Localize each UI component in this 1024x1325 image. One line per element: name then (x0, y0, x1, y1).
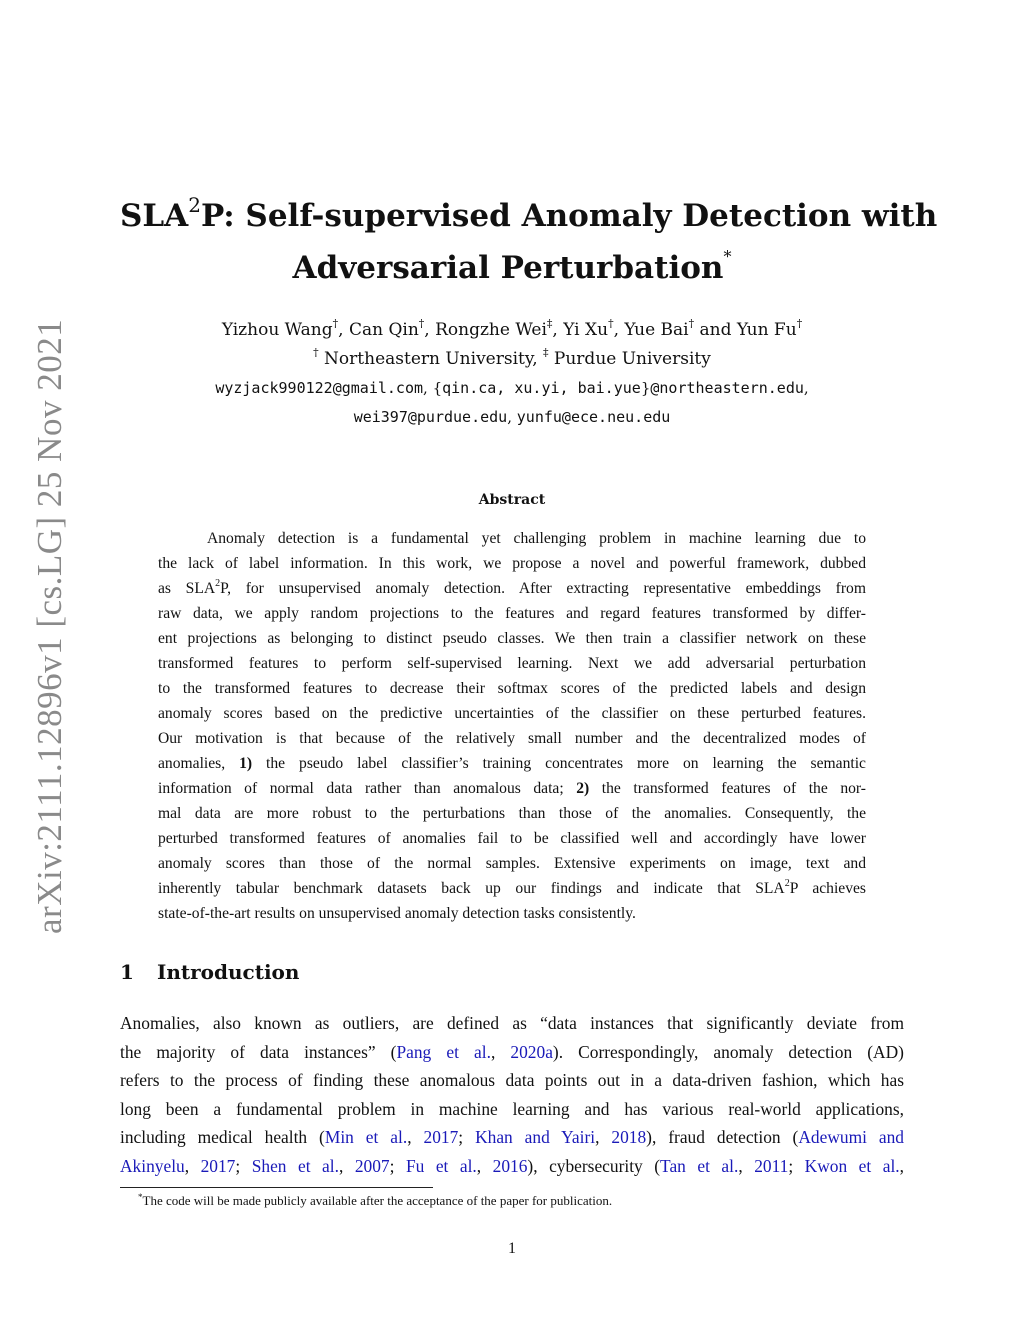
abstract-line (158, 776, 866, 801)
superscript: 2 (784, 878, 790, 889)
footnote-text: The code will be made publicly available after the acceptance of the paper for publication. (142, 1193, 613, 1208)
abstract-line (158, 751, 866, 776)
abstract-text: the transformed features of the nor- (589, 780, 866, 797)
citation-link[interactable]: Tan et al. (660, 1155, 739, 1176)
citation-link[interactable]: 2007 (354, 1155, 390, 1176)
author-sep: , (338, 320, 349, 340)
citation-link[interactable]: Kwon et al. (804, 1155, 900, 1176)
body-text: , (407, 1127, 424, 1148)
abstract-text: information of normal data rather than anomalous data; (158, 780, 577, 797)
abstract-line: state-of-the-art results on unsupervised anomaly detection tasks consistently. (158, 905, 636, 922)
abstract-line (158, 876, 866, 901)
author-name: Can Qin (348, 320, 419, 340)
author-name: Yue Bai (624, 320, 689, 340)
enum-marker: 2) (576, 780, 590, 797)
email-address[interactable]: yunfu@ece.neu.edu (516, 408, 671, 426)
body-line (120, 1123, 904, 1152)
title-line-1 (120, 190, 938, 242)
section-title: Introduction (157, 960, 300, 984)
abstract-text: inherently tabular benchmark datasets back up our findings and indicate that SLA (158, 880, 785, 897)
affiliations (120, 345, 904, 374)
author-name: Rongzhe Wei (435, 320, 547, 340)
author-list (120, 316, 904, 345)
citation-link[interactable]: 2011 (754, 1155, 789, 1176)
abstract-line: the lack of label information. In this work, we propose a novel and powerful framework, dubbed (158, 555, 866, 572)
email-line-1 (120, 374, 904, 403)
body-text: the majority of data instances” ( (120, 1041, 397, 1062)
body-text: ; (788, 1155, 805, 1176)
body-text: including medical health ( (120, 1127, 325, 1148)
author-block (120, 316, 904, 432)
author-mark: ‡ (546, 317, 553, 330)
abstract-line: Anomaly detection is a fundamental yet challenging problem in machine learning due to (207, 530, 866, 547)
affiliation-mark: † (313, 346, 319, 359)
citation-link[interactable]: Fu et al. (405, 1155, 477, 1176)
paper-title (120, 190, 938, 294)
citation-link[interactable]: Pang et al. (396, 1041, 491, 1062)
citation-link[interactable]: 2016 (492, 1155, 528, 1176)
body-text: , (490, 1041, 511, 1062)
email-address[interactable]: wei397@purdue.edu (353, 408, 508, 426)
body-line: long been a fundamental problem in machine learning and has various real-world applications, (120, 1098, 904, 1119)
abstract-line (158, 576, 866, 601)
page-number: 1 (508, 1240, 516, 1257)
author-sep: , (552, 320, 564, 340)
title-footnote-mark: * (723, 247, 732, 266)
author-mark: † (608, 317, 614, 330)
body-text: ; (458, 1127, 476, 1148)
section-number: 1 (120, 960, 134, 984)
abstract-line: transformed features to perform self-supervised learning. Next we add adversarial perturbation (158, 655, 866, 672)
email-address-group[interactable]: qin.ca, xu.yi, bai.yue (442, 379, 641, 397)
abstract-text: P achieves (789, 880, 866, 897)
author-sep: and (694, 320, 737, 340)
body-line (120, 1038, 904, 1067)
title-line-1-rest: P: Self-supervised Anomaly Detection with (200, 198, 938, 234)
title-line-2 (120, 242, 904, 294)
abstract-line: raw data, we apply random projections to the features and regard features transformed by differ- (158, 605, 866, 622)
citation-link[interactable]: Adewumi and (798, 1127, 904, 1148)
abstract-body (158, 526, 866, 926)
body-text: ), fraud detection ( (646, 1127, 799, 1148)
author-mark: † (332, 317, 339, 330)
abstract-heading: Abstract (478, 492, 546, 508)
superscript: 2 (215, 578, 221, 589)
title-line-2-text: Adversarial Perturbation (292, 250, 724, 286)
body-text: , (899, 1155, 904, 1176)
author-sep: , (613, 320, 625, 340)
email-sep: , (507, 408, 517, 426)
body-line: Anomalies, also known as outliers, are defined as “data instances that significantly deviate from (120, 1013, 904, 1033)
email-address[interactable]: wyzjack990122@gmail.com (215, 379, 424, 397)
affiliation-mark: ‡ (543, 346, 549, 359)
abstract-line: mal data are more robust to the perturbations than those of the anomalies. Consequently, the (158, 805, 866, 822)
footnote (138, 1192, 612, 1210)
title-superscript: 2 (188, 193, 201, 217)
citation-link[interactable]: 2020a (510, 1041, 553, 1062)
body-text: ), cybersecurity ( (527, 1155, 661, 1176)
author-mark: † (796, 317, 803, 330)
title-prefix: SLA (120, 198, 189, 234)
section-heading-introduction (120, 960, 299, 984)
body-text: ). Correspondingly, anomaly detection (AD) (552, 1041, 904, 1062)
body-text: ; (235, 1155, 252, 1176)
body-text: , (184, 1155, 201, 1176)
body-line: refers to the process of finding these anomalous data points out in a data-driven fashion, which has (120, 1070, 904, 1091)
citation-link[interactable]: 2018 (611, 1127, 647, 1148)
abstract-line: anomaly scores based on the predictive uncertainties of the classifier on these perturbed features. (158, 705, 866, 722)
enum-marker: 1) (239, 755, 253, 772)
affiliation-northeastern: Northeastern University, (324, 349, 538, 369)
citation-link[interactable]: Min et al. (324, 1127, 408, 1148)
abstract-line: ent projections as belonging to distinct pseudo classes. We then train a classifier network on these (158, 630, 866, 647)
email-line-2 (120, 403, 904, 432)
author-name: Yizhou Wang (221, 320, 333, 340)
author-mark: † (418, 317, 425, 330)
abstract-line: anomaly scores than those of the normal samples. Extensive experiments on image, text and (158, 855, 866, 872)
affiliation-purdue: Purdue University (553, 349, 711, 369)
arxiv-stamp: arXiv:2111.12896v1 [cs.LG] 25 Nov 2021 (30, 318, 69, 934)
author-mark: † (688, 317, 695, 330)
email-sep: } (640, 379, 651, 397)
author-sep: , (424, 320, 436, 340)
citation-link[interactable]: Khan and Yairi (475, 1127, 596, 1148)
body-text: , (738, 1155, 755, 1176)
abstract-text: as SLA (158, 580, 216, 597)
citation-link[interactable]: 2017 (200, 1155, 236, 1176)
email-sep: , { (423, 379, 443, 397)
abstract-line: to the transformed features to decrease their softmax scores of the predicted labels and design (158, 680, 866, 697)
abstract-text: P, for unsupervised anomaly detection. After extracting representative embeddings from (220, 580, 866, 597)
footnote-divider (120, 1187, 433, 1188)
introduction-body (120, 1009, 904, 1181)
citation-link[interactable]: Shen et al. (251, 1155, 339, 1176)
body-text: , (338, 1155, 355, 1176)
email-domain[interactable]: @northeastern.edu (650, 379, 804, 397)
citation-link[interactable]: 2017 (423, 1127, 459, 1148)
email-sep: , (803, 379, 809, 397)
footnote-mark: * (138, 1192, 143, 1202)
author-name: Yi Xu (563, 320, 609, 340)
abstract-line: Our motivation is that because of the relatively small number and the decentralized modes of (158, 730, 866, 747)
author-name: Yun Fu (736, 320, 797, 340)
body-text: , (595, 1127, 612, 1148)
citation-link[interactable]: Akinyelu (120, 1155, 185, 1176)
body-text: ; (389, 1155, 406, 1176)
abstract-line: perturbed transformed features of anomalies fail to be classified well and accordingly have lower (158, 830, 866, 847)
abstract-text: the pseudo label classifier’s training concentrates more on learning the semantic (252, 755, 866, 772)
body-line (120, 1152, 904, 1181)
body-text: , (476, 1155, 493, 1176)
abstract-text: anomalies, (158, 755, 240, 772)
